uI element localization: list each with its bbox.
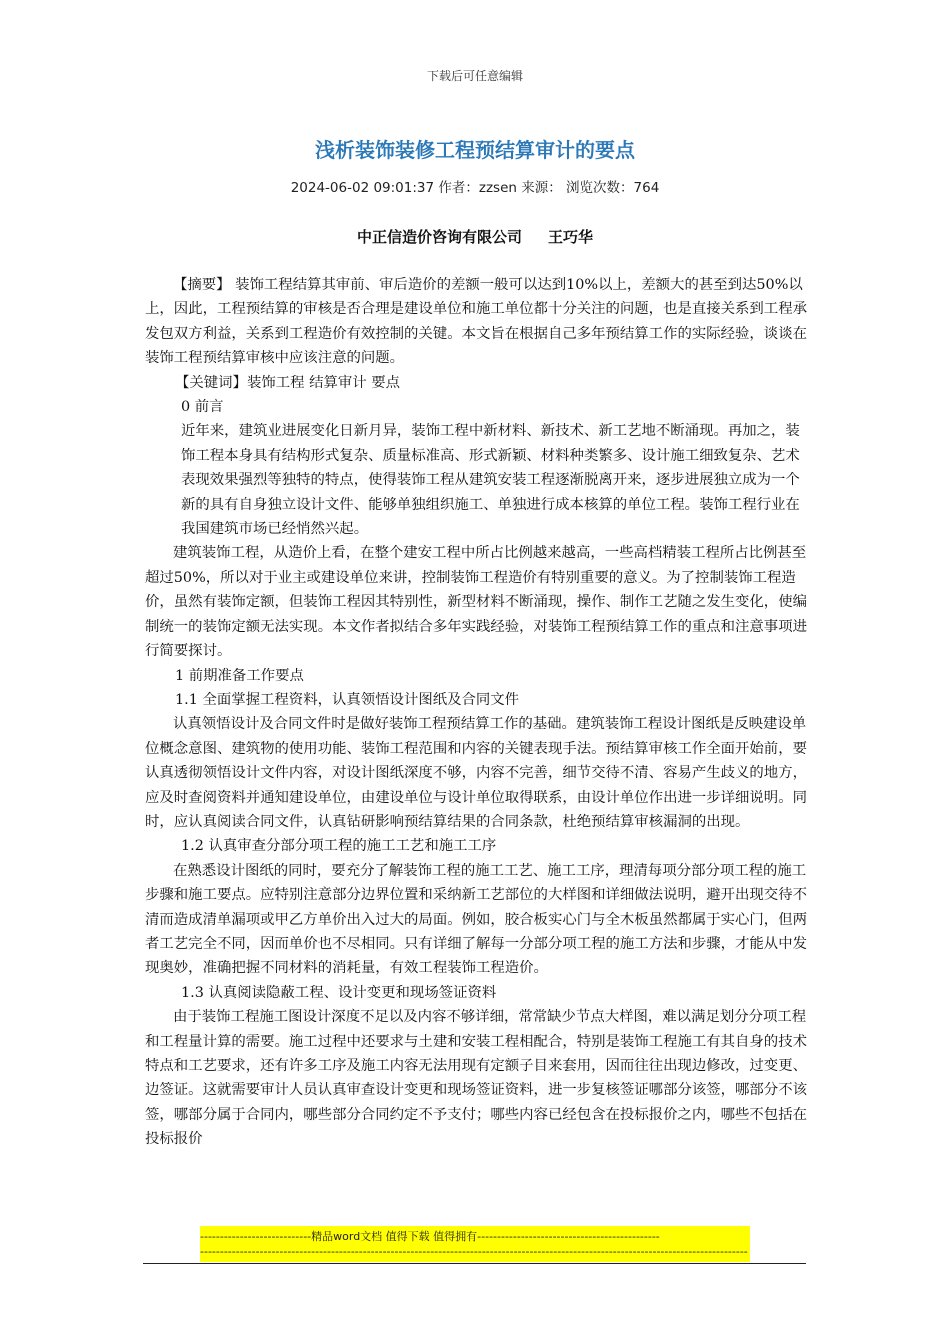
- body-paragraph: 近年来，建筑业进展变化日新月异，装饰工程中新材料、新技术、新工艺地不断涌现。再加之，装饰工程本身具有结构形式复杂、质量标准高、形式新颖、材料种类繁多、设计施工细致复杂、艺术表现效果强烈等独特的特点，使得装饰工程从建筑安装工程逐渐脱离开来，逐步进展独立成为一个新的具有自身独立设计文件、能够单独组织施工、单独进行成本核算的单位工程。装饰工程行业在我国建筑市场已经悄然兴起。: [181, 423, 800, 538]
- subsection-heading-1-3: 1.3 认真阅读隐蔽工程、设计变更和现场签证资料: [181, 984, 497, 1001]
- body-paragraph: 认真领悟设计及合同文件时是做好装饰工程预结算工作的基础。建筑装饰工程设计图纸是反映建设单位概念意图、建筑物的使用功能、装饰工程范围和内容的关键表现手法。预结算审核工作全面开始前，要认真透彻领悟设计文件内容，对设计图纸深度不够，内容不完善，细节交待不清、容易产生歧义的地方，应及时查阅资料并通知建设单位，由建设单位与设计单位取得联系，由设计单位作出进一步详细说明。同时，应认真阅读合同文件，认真钻研影响预结算结果的合同条款，杜绝预结算审核漏洞的出现。: [145, 716, 807, 830]
- author-name: 王巧华: [548, 228, 594, 246]
- body-paragraph: 建筑装饰工程，从造价上看，在整个建安工程中所占比例越来越高，一些高档精装工程所占比例甚至超过50%，所以对于业主或建设单位来讲，控制装饰工程造价有特别重要的意义。为了控制装饰工程造价，虽然有装饰定额，但装饰工程因其特别性，新型材料不断涌现，操作、制作工艺随之发生变化，使编制统一的装饰定额无法实现。本文作者拟结合多年实践经验，对装饰工程预结算工作的重点和注意事项进行简要探讨。: [145, 545, 807, 660]
- article-title: 浅析装饰装修工程预结算审计的要点: [315, 138, 635, 162]
- header-note: 下载后可任意编辑: [426, 69, 523, 83]
- section-heading-0: 0 前言: [181, 399, 224, 416]
- footer-banner-line-2: ------------------------------------------------------------------------------------------------------------------------------------------: [200, 1245, 748, 1258]
- subsection-heading-1-2: 1.2 认真审查分部分项工程的施工工艺和施工工序: [181, 838, 497, 855]
- author-line: [0, 226, 950, 247]
- section-heading-1: 1 前期准备工作要点: [175, 667, 304, 684]
- footer-rule: [143, 1263, 806, 1264]
- abstract-paragraph: 【摘要】 装饰工程结算其审前、审后造价的差额一般可以达到10%以上，差额大的甚至到达50%以上，因此，工程预结算的审核是否合理是建设单位和施工单位都十分关注的问题，也是直接关系到工程承发包双方利益，关系到工程造价有效控制的关键。本文旨在根据自己多年预结算工作的实际经验，谈谈在装饰工程预结算审核中应该注意的问题。: [145, 277, 807, 367]
- body-paragraph: 在熟悉设计图纸的同时，要充分了解装饰工程的施工工艺、施工工序，理清每项分部分项工程的施工步骤和施工要点。应特别注意部分边界位置和采纳新工艺部位的大样图和详细做法说明，避开出现交待不清而造成清单漏项或甲乙方单价出入过大的局面。例如，胶合板实心门与全木板虽然都属于实心门，但两者工艺完全不同，因而单价也不尽相同。只有详细了解每一分部分项工程的施工方法和步骤，才能从中发现奥妙，准确把握不同材料的消耗量，有效工程装饰工程造价。: [145, 862, 807, 977]
- footer-banner: [200, 1226, 750, 1262]
- body-paragraph: 由于装饰工程施工图设计深度不足以及内容不够详细，常常缺少节点大样图，难以满足划分分项工程和工程量计算的需要。施工过程中还要求与土建和安装工程相配合，特别是装饰工程施工有其自身的技术特点和工艺要求，还有许多工序及施工内容无法用现有定额子目来套用，因而往往出现边修改，过变更、边签证。这就需要审计人员认真审查设计变更和现场签证资料，进一步复核签证哪部分该签，哪部分不该签，哪部分属于合同内，哪些部分合同约定不予支付；哪些内容已经包含在投标报价之内，哪些不包括在投标报价: [145, 1009, 807, 1148]
- article-meta: 2024-06-02 09:01:37 作者：zzsen 来源： 浏览次数：764: [290, 180, 660, 196]
- footer-banner-line-1: ----------------------------精品word文档 值得下载 值得拥有----------------------------------------------: [200, 1230, 660, 1243]
- article-body: [145, 273, 810, 1152]
- subsection-heading-1-1: 1.1 全面掌握工程资料，认真领悟设计图纸及合同文件: [175, 691, 520, 708]
- keywords-paragraph: 【关键词】装饰工程 结算审计 要点: [175, 374, 401, 391]
- author-company: 中正信造价咨询有限公司: [356, 228, 522, 246]
